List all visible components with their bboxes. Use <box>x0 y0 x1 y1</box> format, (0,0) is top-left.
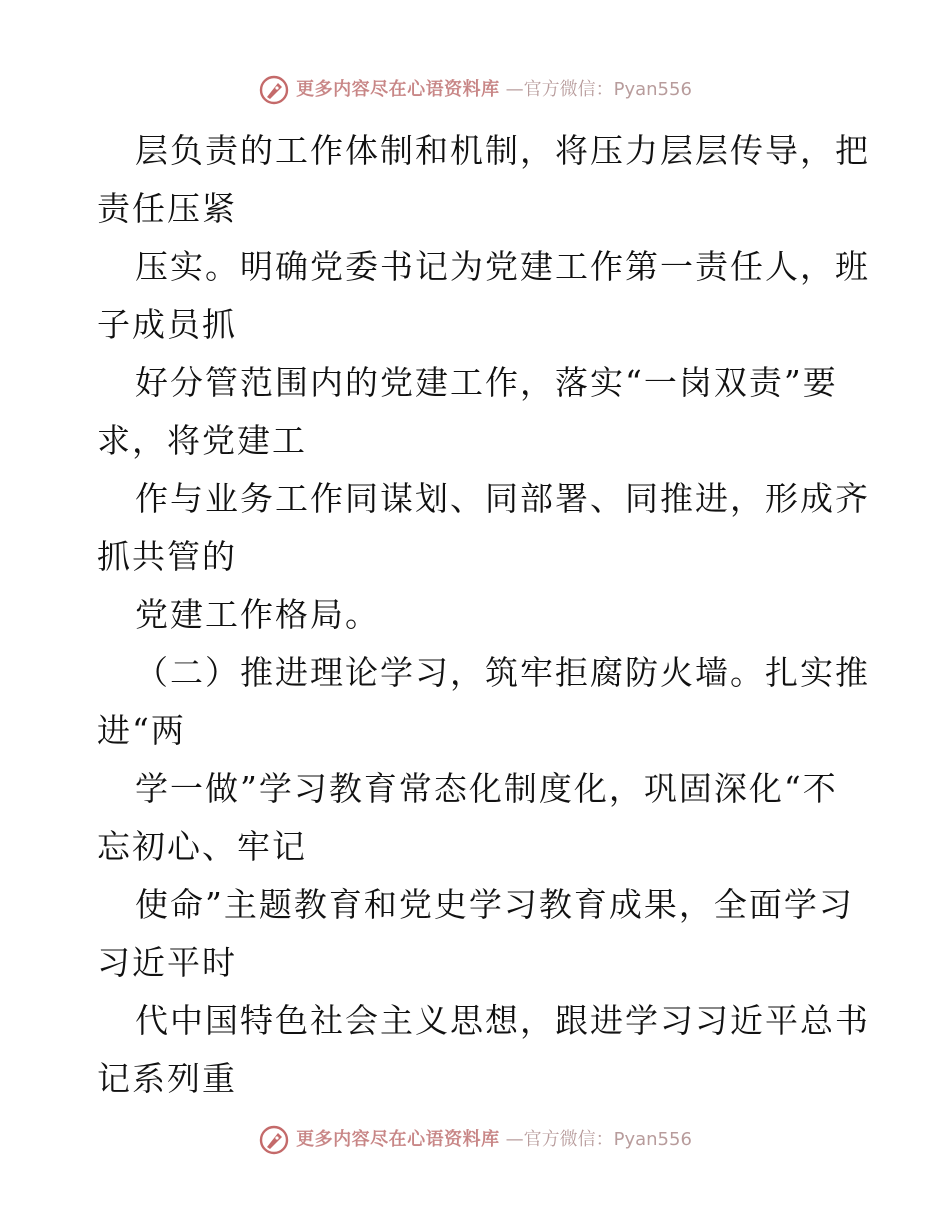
text-line: （二）推进理论学习，筑牢拒腐防火墙。扎实推 <box>135 653 870 692</box>
footer-watermark <box>0 1122 950 1158</box>
text-line: 抓共管的 <box>97 537 237 576</box>
text-line: 好分管范围内的党建工作，落实“一岗双责”要 <box>135 363 838 402</box>
header-watermark <box>0 72 950 108</box>
watermark-suffix: —官方微信：Pyan556 <box>505 79 692 100</box>
text-line: 代中国特色社会主义思想，跟进学习习近平总书 <box>135 1001 870 1040</box>
watermark-suffix: —官方微信：Pyan556 <box>505 1129 692 1150</box>
text-line: 进“两 <box>97 711 186 750</box>
pen-nib-logo-icon <box>258 74 290 106</box>
text-line: 忘初心、牢记 <box>97 827 307 866</box>
text-line: 学一做”学习教育常态化制度化，巩固深化“不 <box>135 769 838 808</box>
text-line: 使命”主题教育和党史学习教育成果，全面学习 <box>135 885 854 924</box>
text-line: 党建工作格局。 <box>135 595 380 634</box>
document-body <box>97 122 870 1108</box>
text-line: 作与业务工作同谋划、同部署、同推进，形成齐 <box>135 479 870 518</box>
pen-nib-logo-icon <box>258 1124 290 1156</box>
text-line: 子成员抓 <box>97 305 237 344</box>
text-line: 层负责的工作体制和机制，将压力层层传导，把 <box>135 131 870 170</box>
text-line: 习近平时 <box>97 943 237 982</box>
text-line: 记系列重 <box>97 1059 237 1098</box>
watermark-text: 更多内容尽在心语资料库 <box>296 79 500 100</box>
text-line: 压实。明确党委书记为党建工作第一责任人，班 <box>135 247 870 286</box>
text-line: 责任压紧 <box>97 189 237 228</box>
text-line: 求，将党建工 <box>97 421 307 460</box>
watermark-text: 更多内容尽在心语资料库 <box>296 1129 500 1150</box>
